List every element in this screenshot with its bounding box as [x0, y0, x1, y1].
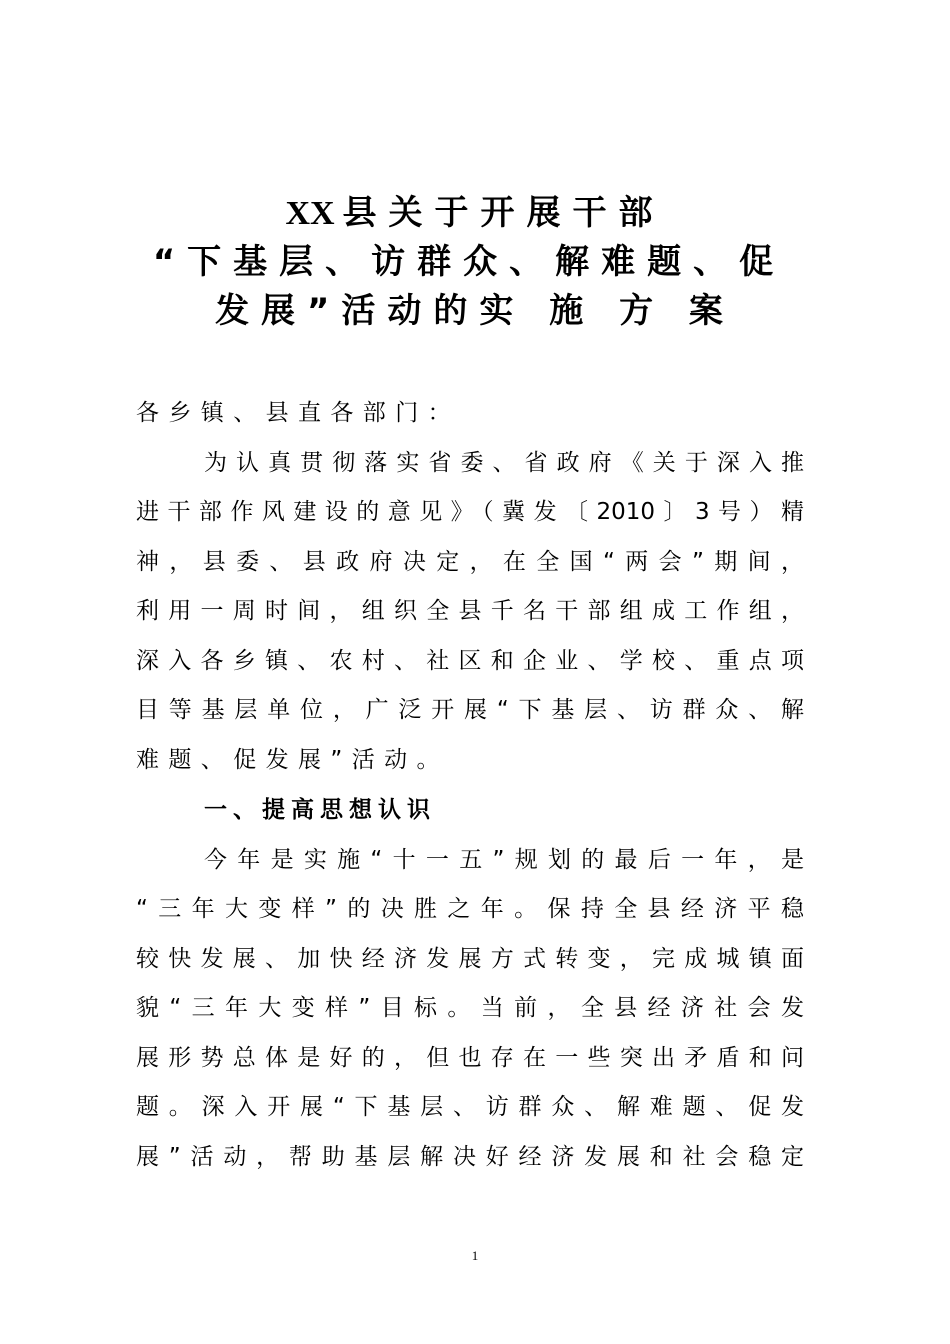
paragraph-line: 利用一周时间，组织全县千名干部组成工作组， — [136, 598, 804, 624]
paragraph-line: 貌“三年大变样”目标。当前，全县经济社会发 — [136, 995, 804, 1021]
paragraph-line: 神，县委、县政府决定，在全国“两会”期间， — [136, 549, 804, 575]
title-county-placeholder: XX — [285, 195, 335, 232]
paragraph-line: 难题、促发展”活动。 — [136, 747, 449, 773]
paragraph-line: 进干部作风建设的意见》（冀发〔2010〕3号）精 — [136, 499, 804, 525]
title-line-1 — [0, 188, 950, 239]
page-number: 1 — [471, 1248, 479, 1263]
paragraph-line: 目等基层单位，广泛开展“下基层、访群众、解 — [136, 697, 804, 723]
paragraph-line: 展形势总体是好的，但也存在一些突出矛盾和问 — [136, 1045, 804, 1071]
paragraph-line: 深入各乡镇、农村、社区和企业、学校、重点项 — [136, 648, 804, 674]
paragraph-line: 今年是实施“十一五”规划的最后一年，是 — [204, 847, 804, 873]
title-line-1-text: 县关于开展干部 — [342, 193, 665, 233]
paragraph-line: 为认真贯彻落实省委、省政府《关于深入推 — [204, 450, 804, 476]
salutation: 各乡镇、县直各部门： — [136, 400, 460, 426]
paragraph-line: “三年大变样”的决胜之年。保持全县经济平稳 — [136, 896, 804, 922]
section-heading: 一、提高思想认识 — [204, 797, 436, 823]
paragraph-line: 较快发展、加快经济发展方式转变，完成城镇面 — [136, 946, 804, 972]
title-line-2: “下基层、访群众、解难题、促 — [152, 242, 786, 282]
title-line-3: 发展”活动的实 施 方 案 — [215, 291, 735, 331]
paragraph-line: 题。深入开展“下基层、访群众、解难题、促发 — [136, 1094, 804, 1120]
paragraph-line: 展”活动，帮助基层解决好经济发展和社会稳定 — [136, 1144, 804, 1170]
